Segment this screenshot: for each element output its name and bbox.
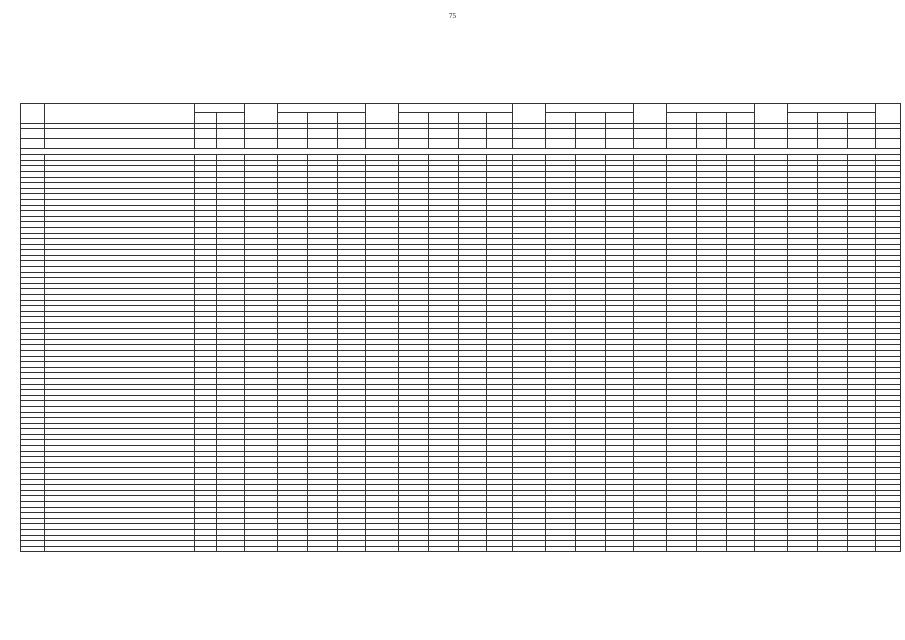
col-header-in-that-number: [278, 104, 366, 113]
table-cell: [366, 546, 399, 552]
table-cell: [217, 129, 245, 139]
table-cell: [487, 129, 513, 139]
table-cell: [818, 129, 848, 139]
col-header-capacity: [195, 113, 217, 124]
table-cell: [546, 139, 576, 149]
table-cell: [366, 129, 399, 139]
table-cell: [21, 139, 45, 149]
table-cell: [727, 546, 755, 552]
table-cell: [697, 546, 727, 552]
table-cell: [546, 129, 576, 139]
table-cell: [487, 139, 513, 149]
row-name-cell: [45, 546, 195, 552]
table-cell: [667, 129, 697, 139]
table-cell: [338, 139, 366, 149]
measures-table-wrap: [20, 103, 888, 552]
table-cell: [487, 546, 513, 552]
col-header-total-2024: [876, 104, 901, 124]
table-cell: [513, 546, 546, 552]
table-cell: [788, 129, 818, 139]
table-cell: [634, 139, 667, 149]
col-header-total-2022: [634, 104, 667, 124]
table-cell: [546, 546, 576, 552]
col-header-total-2020: [366, 104, 399, 124]
col-header-total-2021: [513, 104, 546, 124]
col-header-investments: [195, 104, 245, 113]
table-cell: [429, 139, 459, 149]
measures-table: [20, 103, 901, 552]
col-header-obl: [429, 113, 459, 124]
table-row: [21, 546, 901, 552]
table-cell: [217, 139, 245, 149]
table-cell: [195, 546, 217, 552]
table-cell: [876, 139, 901, 149]
col-header-mest: [727, 113, 755, 124]
col-header-vnebud: [487, 113, 513, 124]
table-cell: [788, 546, 818, 552]
table-body: [21, 124, 901, 552]
col-header-mest: [606, 113, 634, 124]
page-number: 75: [449, 12, 456, 20]
table-cell: [429, 546, 459, 552]
table-cell: [513, 139, 546, 149]
table-cell: [278, 129, 308, 139]
table-cell: [217, 546, 245, 552]
col-header-cost: [217, 113, 245, 124]
table-cell: [195, 129, 217, 139]
table-cell: [727, 139, 755, 149]
table-cell: [21, 546, 45, 552]
table-row: [21, 129, 901, 139]
table-cell: [245, 546, 278, 552]
table-cell: [459, 129, 487, 139]
table-cell: [308, 546, 338, 552]
col-header-fed: [667, 113, 697, 124]
col-header-in-that-number-2020: [399, 104, 513, 113]
table-cell: [606, 139, 634, 149]
table-cell: [245, 129, 278, 139]
table-cell: [755, 546, 788, 552]
table-cell: [245, 139, 278, 149]
col-header-in-that-number-2023: [788, 104, 876, 113]
table-cell: [667, 546, 697, 552]
table-cell: [727, 129, 755, 139]
table-cell: [667, 139, 697, 149]
table-cell: [399, 139, 429, 149]
col-header-obl: [818, 113, 848, 124]
col-header-vnebud: [338, 113, 366, 124]
table-cell: [278, 139, 308, 149]
table-row: [21, 139, 901, 149]
table-cell: [195, 139, 217, 149]
table-cell: [399, 546, 429, 552]
col-header-in-that-number-2021: [546, 104, 634, 113]
table-cell: [876, 129, 901, 139]
col-header-mest: [848, 113, 876, 124]
table-cell: [576, 129, 606, 139]
table-cell: [697, 129, 727, 139]
table-cell: [848, 129, 876, 139]
table-cell: [576, 139, 606, 149]
table-cell: [576, 546, 606, 552]
table-cell: [278, 546, 308, 552]
table-cell: [429, 129, 459, 139]
table-cell: [338, 546, 366, 552]
table-cell: [876, 546, 901, 552]
col-header-fed: [546, 113, 576, 124]
col-header-name: [45, 104, 195, 124]
col-header-obl: [308, 113, 338, 124]
table-cell: [848, 139, 876, 149]
row-name-cell: [45, 129, 195, 139]
table-cell: [818, 139, 848, 149]
col-header-fed: [399, 113, 429, 124]
col-header-fed: [278, 113, 308, 124]
col-header-total-2023: [755, 104, 788, 124]
table-cell: [513, 129, 546, 139]
table-cell: [338, 129, 366, 139]
table-cell: [308, 139, 338, 149]
table-cell: [755, 139, 788, 149]
table-cell: [399, 129, 429, 139]
table-cell: [459, 546, 487, 552]
col-header-mest: [459, 113, 487, 124]
col-header-nn: [21, 104, 45, 124]
col-header-total-all: [245, 104, 278, 124]
table-cell: [308, 129, 338, 139]
table-cell: [697, 139, 727, 149]
col-header-obl: [697, 113, 727, 124]
table-cell: [634, 129, 667, 139]
table-cell: [606, 546, 634, 552]
table-cell: [366, 139, 399, 149]
table-header-row: [21, 104, 901, 113]
col-header-fed: [788, 113, 818, 124]
col-header-obl: [576, 113, 606, 124]
table-cell: [848, 546, 876, 552]
table-cell: [818, 546, 848, 552]
col-header-in-that-number-2022: [667, 104, 755, 113]
table-cell: [459, 139, 487, 149]
table-cell: [788, 139, 818, 149]
table-cell: [634, 546, 667, 552]
table-cell: [606, 129, 634, 139]
row-name-cell: [45, 139, 195, 149]
table-cell: [755, 129, 788, 139]
table-cell: [21, 129, 45, 139]
